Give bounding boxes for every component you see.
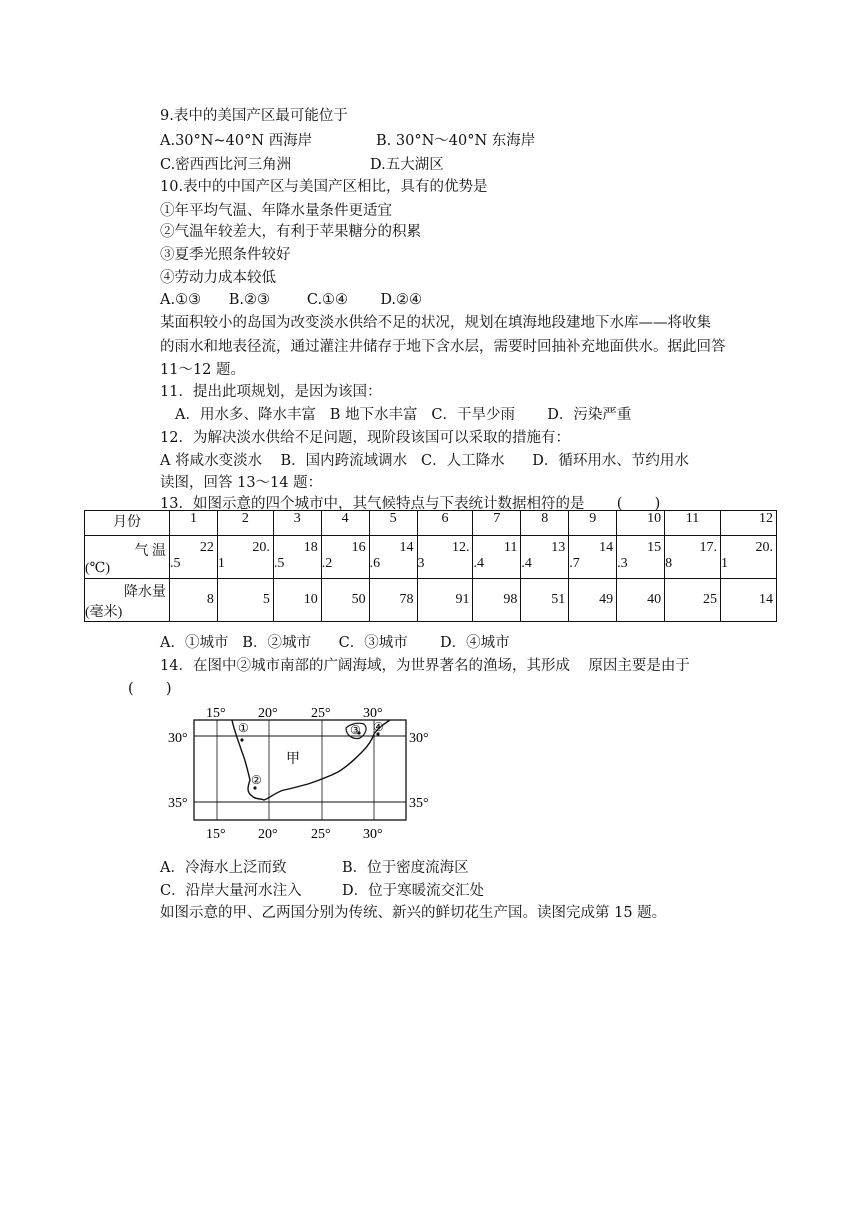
q14-option-b: B．位于密度流海区: [342, 860, 469, 876]
month-cell: 5: [369, 511, 417, 536]
month-cell: 6: [417, 511, 473, 536]
precip-cell: 49: [569, 579, 617, 622]
q10-stem: 10.表中的中国产区与美国产区相比，具有的优势是: [160, 179, 488, 195]
precip-cell: 40: [617, 579, 665, 622]
lon-label-top-20: 20°: [258, 706, 278, 721]
southern-africa-map: [160, 700, 440, 850]
q9-option-d: D.五大湖区: [370, 157, 444, 173]
table-row-months: [85, 511, 777, 536]
header-temperature: [85, 536, 170, 579]
month-cell: 2: [217, 511, 273, 536]
month-cell: 3: [273, 511, 321, 536]
temp-cell: 15 .3: [617, 536, 665, 579]
lon-label-bottom-30: 30°: [363, 827, 383, 842]
passage-15: 如图示意的甲、乙两国分别为传统、新兴的鲜切花生产国。读图完成第 15 题。: [160, 905, 667, 921]
header-precipitation: [85, 579, 170, 622]
lat-label-left-30: 30°: [168, 731, 188, 746]
precip-cell: 14: [720, 579, 776, 622]
temp-cell: 14 .7: [569, 536, 617, 579]
month-cell: 4: [321, 511, 369, 536]
q14-option-d: D．位于寒暖流交汇处: [342, 883, 485, 899]
temp-cell: 13 .4: [521, 536, 569, 579]
lon-label-top-30: 30°: [363, 706, 383, 721]
passage-line-1: 某面积较小的岛国为改变淡水供给不足的状况，规划在填海地段建地下水库——将收集: [160, 315, 711, 331]
lon-label-top-25: 25°: [311, 706, 331, 721]
table-row-precipitation: [85, 579, 777, 622]
intro-13-14: 读图，回答 13～14 题：: [160, 475, 323, 491]
q14-option-c: C．沿岸大量河水注入: [160, 883, 302, 899]
q9-option-c: C.密西西比河三角洲: [160, 157, 292, 173]
q13-stem: 13．如图示意的四个城市中，其气候特点与下表统计数据相符的是 ( ): [160, 496, 661, 512]
temp-cell: 18 .5: [273, 536, 321, 579]
lon-label-top-15: 15°: [206, 706, 226, 721]
temp-cell: 12. 3: [417, 536, 473, 579]
city-dot-1: [240, 738, 243, 741]
precip-cell: 25: [665, 579, 721, 622]
lon-label-bottom-15: 15°: [206, 827, 226, 842]
city-label-3: ③: [350, 723, 361, 737]
lat-label-right-35: 35°: [409, 796, 429, 811]
q9-stem: 9.表中的美国产区最可能位于: [160, 108, 348, 124]
temp-cell: 11 .4: [473, 536, 521, 579]
month-cell: 8: [521, 511, 569, 536]
precip-cell: 10: [273, 579, 321, 622]
q14-paren: ( ): [128, 681, 172, 697]
lat-label-right-30: 30°: [409, 731, 429, 746]
temp-label-a: 气 温: [134, 544, 166, 559]
temp-cell: 14 .6: [369, 536, 417, 579]
lon-label-bottom-25: 25°: [311, 827, 331, 842]
q9-option-b: B. 30°N～40°N 东海岸: [376, 133, 536, 149]
temp-cell: 20. 1: [217, 536, 273, 579]
city-label-1: ①: [238, 721, 249, 735]
climate-table: [84, 510, 777, 622]
passage-line-2: 的雨水和地表径流，通过灌注井储存于地下含水层，需要时回抽补充地面供水。据此回答: [160, 339, 726, 355]
temp-label-b: (℃): [85, 561, 110, 576]
q12-stem: 12．为解决淡水供给不足问题，现阶段该国可以采取的措施有：: [160, 430, 570, 446]
city-label-2: ②: [251, 773, 262, 787]
q11-options: A．用水多、降水丰富 B 地下水丰富 C．干旱少雨 D．污染严重: [175, 407, 632, 423]
q14-stem: 14．在图中②城市南部的广阔海域，为世界著名的渔场，其形成 原因主要是由于: [160, 658, 690, 674]
precip-cell: 8: [170, 579, 218, 622]
temp-cell: 20. 1: [720, 536, 776, 579]
temp-cell: 17. 8: [665, 536, 721, 579]
lat-label-left-35: 35°: [168, 796, 188, 811]
q10-statement-2: ②气温年较差大，有利于苹果糖分的积累: [160, 224, 421, 240]
month-cell: 1: [170, 511, 218, 536]
month-cell: 10: [617, 511, 665, 536]
q9-option-a: A.30°N~40°N 西海岸: [160, 133, 313, 149]
month-cell: 11: [665, 511, 721, 536]
precip-cell: 5: [217, 579, 273, 622]
precip-cell: 50: [321, 579, 369, 622]
precip-cell: 98: [473, 579, 521, 622]
precip-cell: 51: [521, 579, 569, 622]
precip-cell: 78: [369, 579, 417, 622]
precip-cell: 91: [417, 579, 473, 622]
precip-label-a: 降水量: [124, 585, 166, 600]
q10-statement-3: ③夏季光照条件较好: [160, 247, 291, 263]
table-row-temperature: [85, 536, 777, 579]
passage-line-3: 11～12 题。: [160, 362, 246, 378]
temp-cell: 16 .2: [321, 536, 369, 579]
header-month: 月份: [85, 511, 170, 536]
city-label-4: ④: [373, 720, 384, 734]
month-cell: 7: [473, 511, 521, 536]
precip-label-b: (毫米): [85, 605, 123, 620]
q10-statement-4: ④劳动力成本较低: [160, 270, 276, 286]
temp-cell: 22 .5: [170, 536, 218, 579]
q10-options: A.①③ B.②③ C.①④ D.②④: [160, 292, 423, 308]
q11-stem: 11．提出此项规划，是因为该国：: [160, 384, 382, 400]
q10-statement-1: ①年平均气温、年降水量条件更适宜: [160, 203, 392, 219]
month-cell: 9: [569, 511, 617, 536]
country-label: 甲: [286, 752, 300, 767]
q12-options: A 将咸水变淡水 B．国内跨流域调水 C．人工降水 D．循环用水、节约用水: [160, 453, 689, 469]
q14-option-a: A．冷海水上泛而致: [160, 860, 287, 876]
lon-label-bottom-20: 20°: [258, 827, 278, 842]
q13-options: A．①城市 B．②城市 C．③城市 D．④城市: [160, 635, 510, 651]
month-cell: 12: [720, 511, 776, 536]
